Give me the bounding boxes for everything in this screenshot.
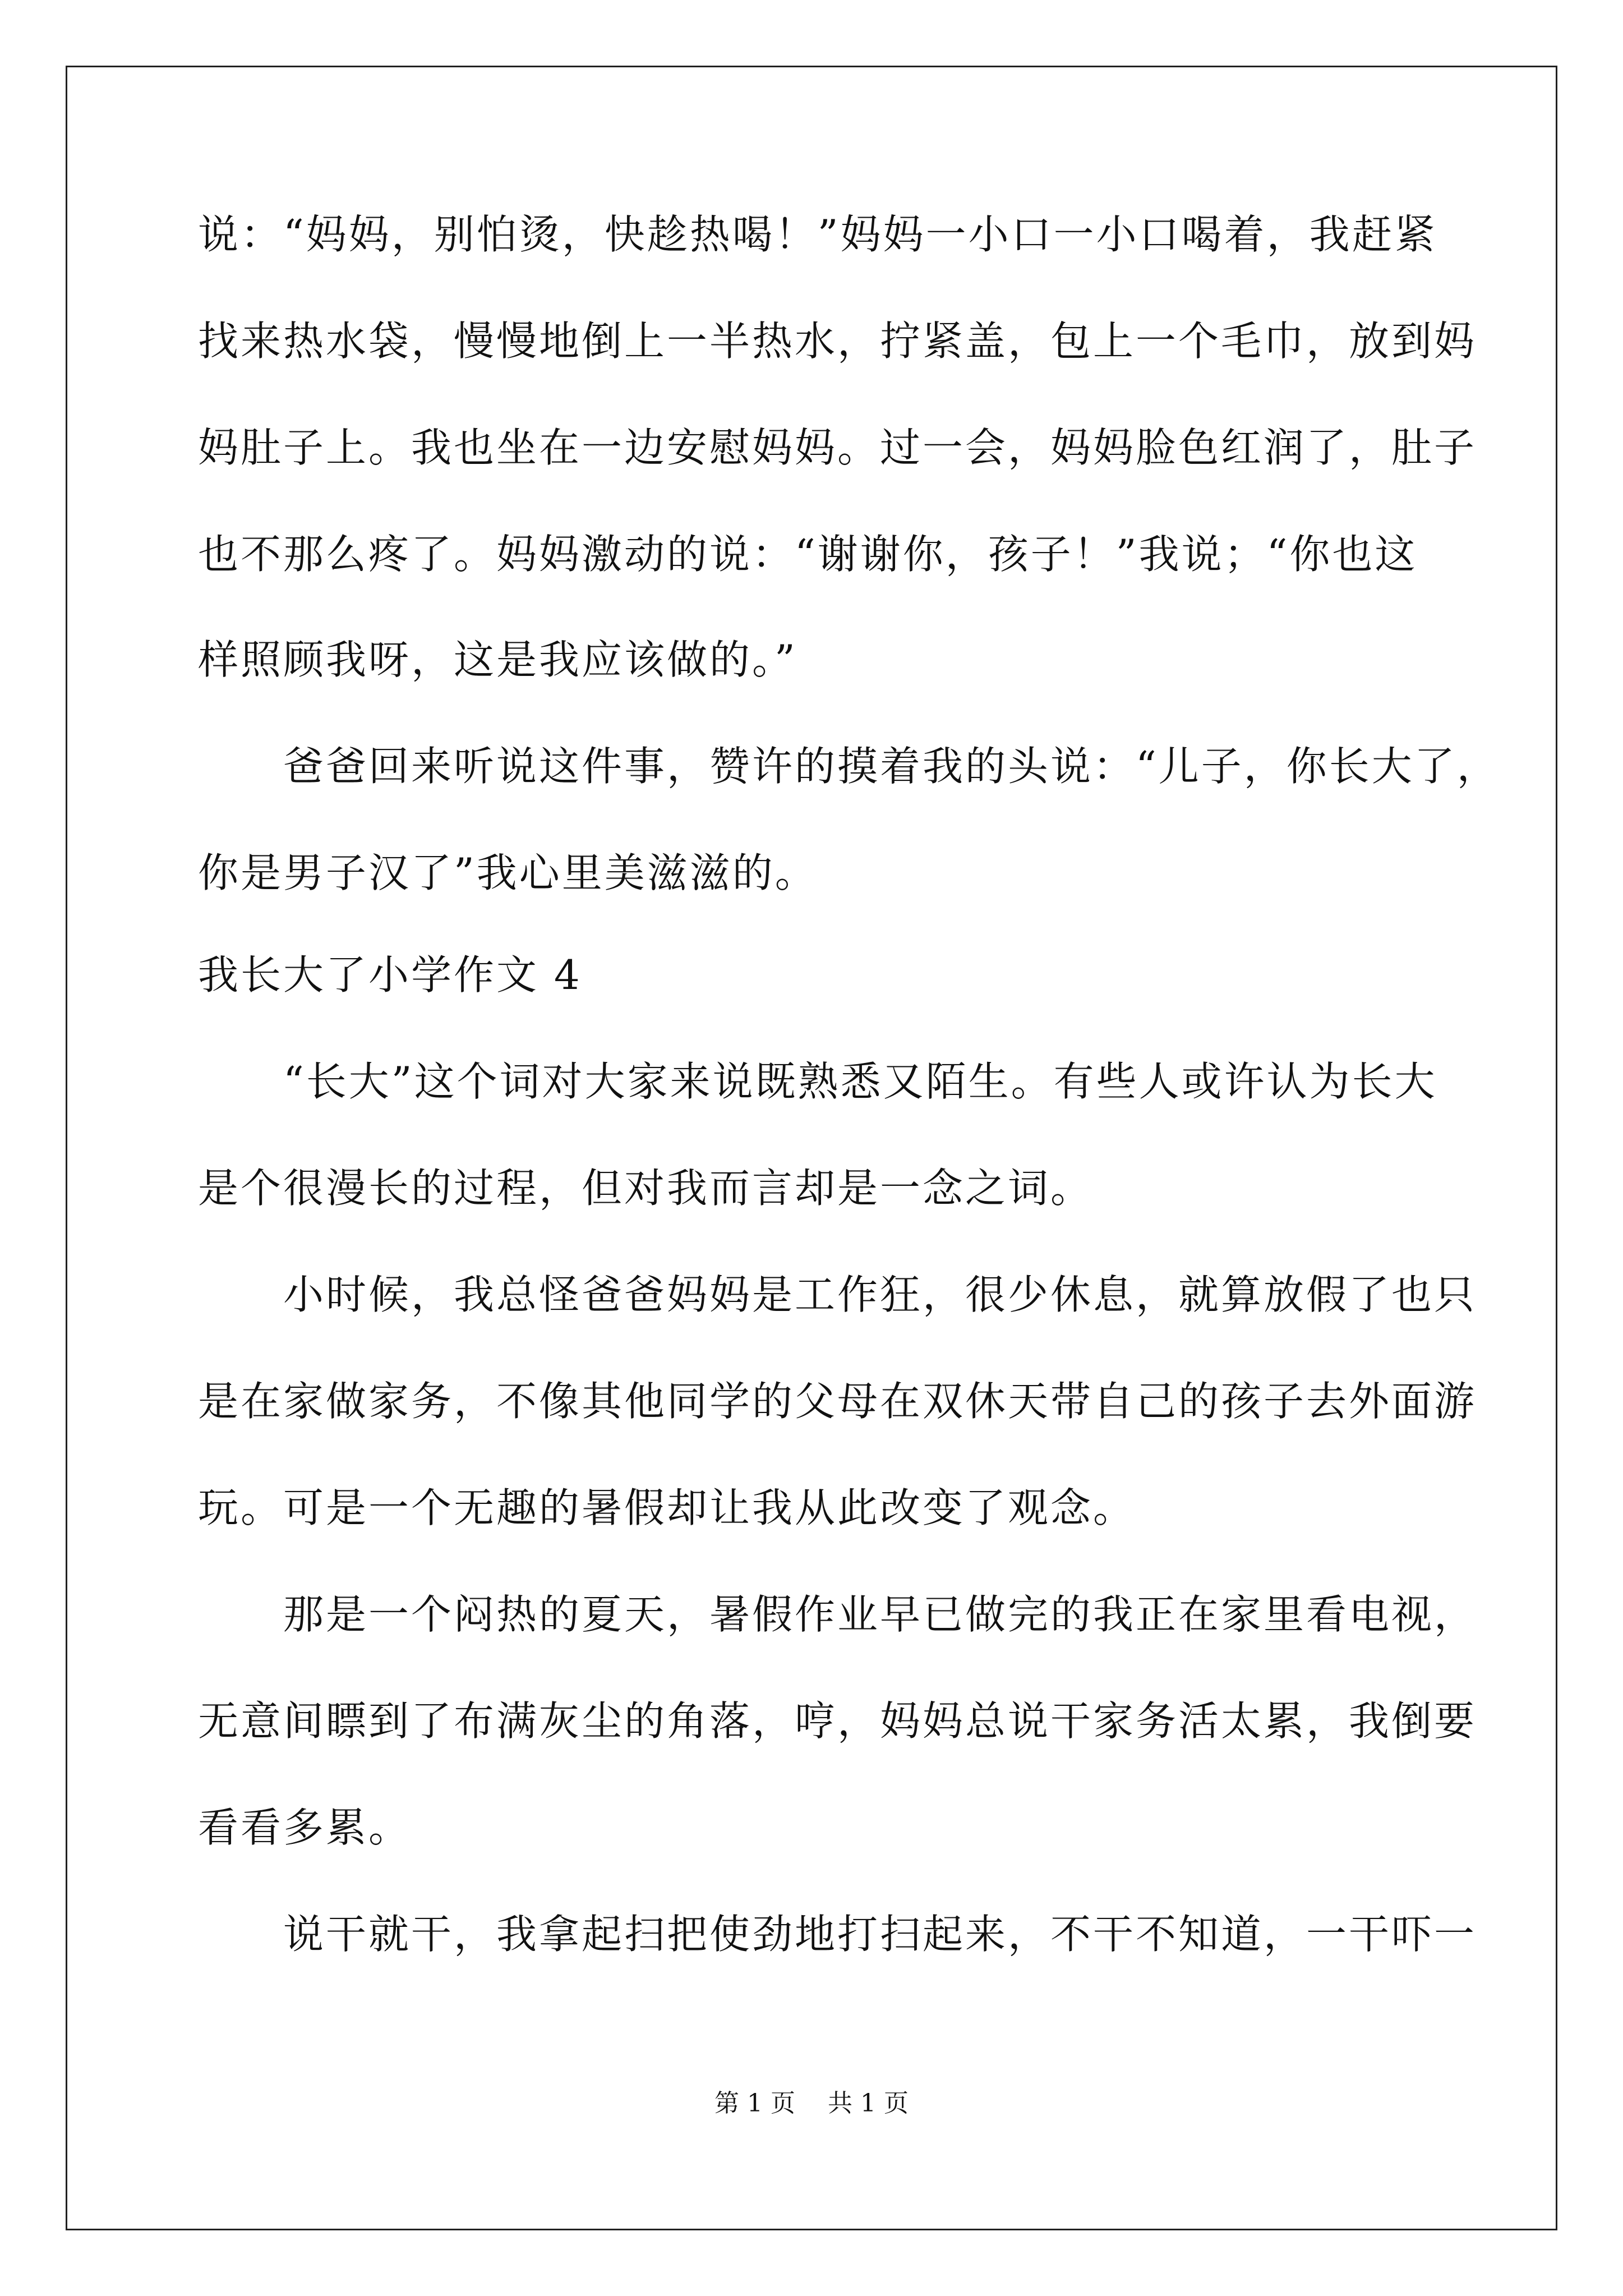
page-footer xyxy=(0,2087,1623,2120)
text-line: 是在家做家务，不像其他同学的父母在双休天带自己的孩子去外面游 xyxy=(198,1378,1477,1425)
text-line: 找来热水袋，慢慢地倒上一半热水，拧紧盖，包上一个毛巾，放到妈 xyxy=(198,318,1477,365)
text-line: 说干就干，我拿起扫把使劲地打扫起来，不干不知道，一干吓一 xyxy=(198,1911,1477,1958)
text-line: 样照顾我呀，这是我应该做的。” xyxy=(198,636,797,683)
text-line: 爸爸回来听说这件事，赞许的摸着我的头说：“儿子，你长大了， xyxy=(198,743,1500,790)
text-line: 无意间瞟到了布满灰尘的角落，哼，妈妈总说干家务活太累，我倒要 xyxy=(198,1697,1477,1745)
page-border xyxy=(66,66,1557,2230)
text-line: 看看多累。 xyxy=(198,1804,412,1851)
text-line: 那是一个闷热的夏天，暑假作业早已做完的我正在家里看电视， xyxy=(198,1591,1477,1638)
text-line: 妈肚子上。我也坐在一边安慰妈妈。过一会，妈妈脸色红润了，肚子 xyxy=(198,424,1477,471)
page-total: 共 1 页 xyxy=(828,2089,909,2118)
section-heading: 我长大了小学作文 4 xyxy=(198,951,582,999)
text-line: 小时候，我总怪爸爸妈妈是工作狂，很少休息，就算放假了也只 xyxy=(198,1271,1477,1318)
text-line: 玩。可是一个无趣的暑假却让我从此改变了观念。 xyxy=(198,1484,1136,1531)
page-number: 第 1 页 xyxy=(714,2089,795,2118)
text-line: “长大”这个词对大家来说既熟悉又陌生。有些人或许认为长大 xyxy=(198,1058,1437,1105)
text-line: 说：“妈妈，别怕烫，快趁热喝！”妈妈一小口一小口喝着，我赶紧 xyxy=(198,211,1437,258)
text-line: 你是男子汉了”我心里美滋滋的。 xyxy=(198,849,818,896)
text-line: 是个很漫长的过程，但对我而言却是一念之词。 xyxy=(198,1165,1094,1212)
text-line: 也不那么疼了。妈妈激动的说：“谢谢你，孩子！”我说；“你也这 xyxy=(198,531,1418,578)
